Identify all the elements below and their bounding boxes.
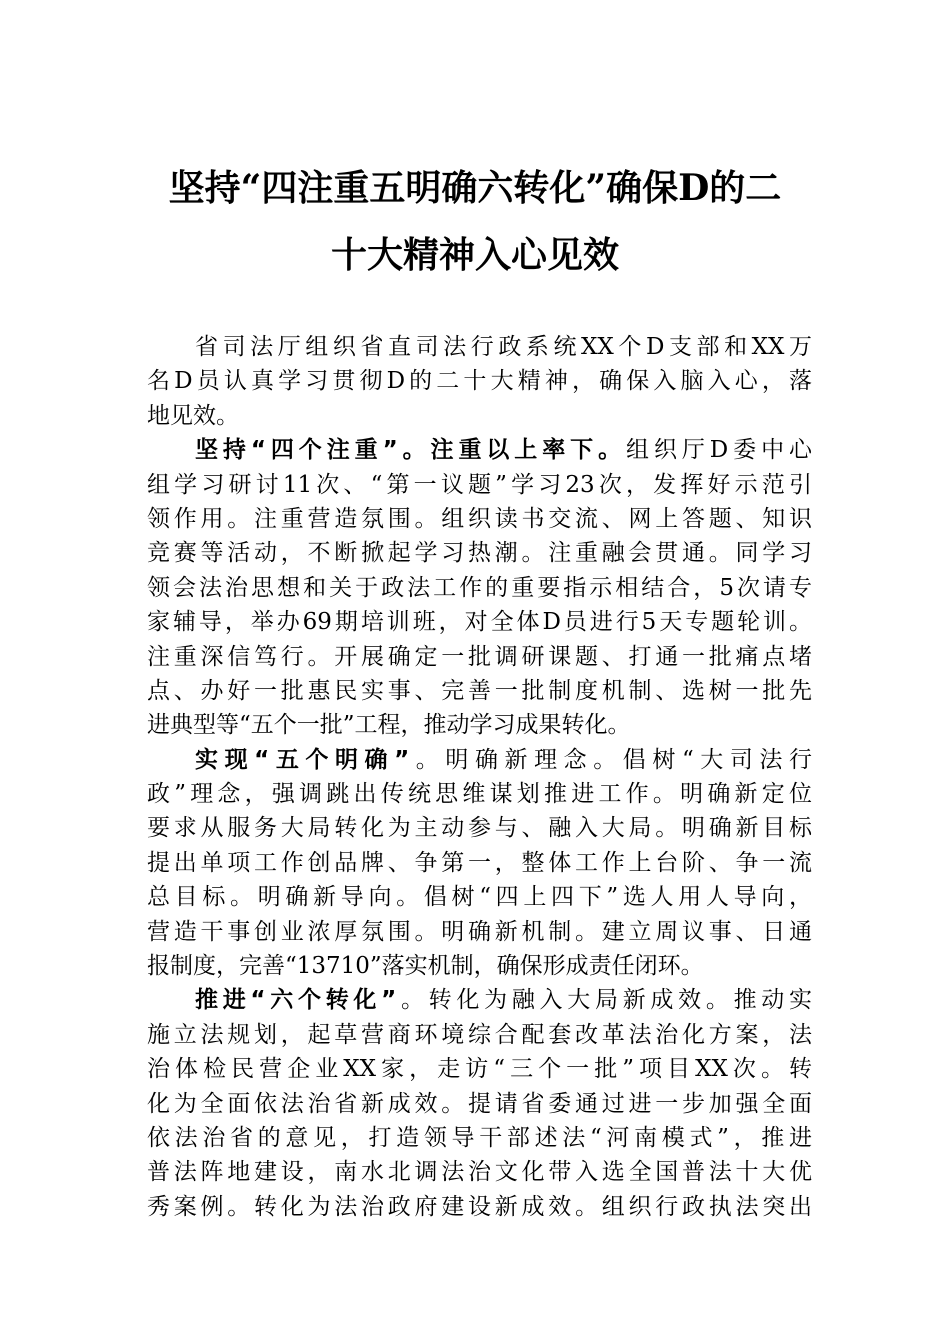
paragraph [147, 743, 812, 984]
text-run: 。明确新理念。倡树“大司法行 [409, 746, 812, 773]
text-line: 竞赛等活动，不断掀起学习热潮。注重融会贯通。同学习 [147, 540, 812, 567]
text-line: 领会法治思想和关于政法工作的重要指示相结合，5次请专 [147, 574, 812, 601]
text-line: 普法阵地建设，南水北调法治文化带入选全国普法十大优 [147, 1159, 812, 1186]
paragraph [147, 983, 812, 1224]
text-line: 秀案例。转化为法治政府建设新成效。组织行政执法突出 [147, 1193, 812, 1220]
text-line [147, 743, 812, 777]
text-line: 治体检民营企业XX家，走访“三个一批”项目XX次。转 [147, 1056, 812, 1083]
text-line: 营造干事创业浓厚氛围。明确新机制。建立周议事、日通 [147, 918, 812, 945]
text-run: 。转化为融入大局新成效。推动实 [396, 987, 812, 1014]
paragraph-lead: 推进“六个转化” [195, 987, 397, 1014]
paragraph [147, 433, 812, 743]
text-run: 组织厅D委中心 [626, 437, 812, 464]
paragraph [147, 330, 812, 433]
document-title-line-1: 坚持“四注重五明确六转化”确保D的二 [168, 167, 782, 209]
text-line: 点、办好一批惠民实事、完善一批制度机制、选树一批先 [147, 677, 812, 704]
text-line [147, 983, 812, 1017]
text-line: 名D员认真学习贯彻D的二十大精神，确保入脑入心，落 [147, 368, 812, 395]
text-line: 进典型等“五个一批”工程，推动学习成果转化。 [147, 712, 631, 739]
text-line: 地见效。 [147, 402, 239, 429]
text-line: 要求从服务大局转化为主动参与、融入大局。明确新目标 [147, 815, 812, 842]
text-line: 依法治省的意见，打造领导干部述法“河南模式”，推进 [147, 1124, 812, 1151]
text-line: 家辅导，举办69期培训班，对全体D员进行5天专题轮训。 [147, 609, 812, 636]
text-line: 化为全面依法治省新成效。提请省委通过进一步加强全面 [147, 1090, 812, 1117]
text-line: 省司法厅组织省直司法行政系统XX个D支部和XX万 [195, 334, 812, 360]
text-line: 组学习研讨11次、“第一议题”学习23次，发挥好示范引 [147, 471, 812, 498]
document-title-line-2: 十大精神入心见效 [330, 234, 619, 276]
text-line: 政”理念，强调跳出传统思维谋划推进工作。明确新定位 [147, 781, 812, 808]
document-body [147, 330, 812, 1224]
text-line: 注重深信笃行。开展确定一批调研课题、打通一批痛点堵 [147, 643, 812, 670]
text-line: 施立法规划，起草营商环境综合配套改革法治化方案，法 [147, 1021, 812, 1048]
text-line [147, 433, 812, 467]
paragraph-lead: 坚持“四个注重”。注重以上率下。 [195, 437, 627, 464]
paragraph-lead: 实现“五个明确” [195, 746, 410, 773]
text-line: 提出单项工作创品牌、争第一，整体工作上台阶、争一流 [147, 849, 812, 876]
text-line: 总目标。明确新导向。倡树“四上四下”选人用人导向， [147, 884, 812, 911]
text-line: 报制度，完善“13710”落实机制，确保形成责任闭环。 [147, 953, 704, 980]
text-line: 领作用。注重营造氛围。组织读书交流、网上答题、知识 [147, 505, 812, 532]
